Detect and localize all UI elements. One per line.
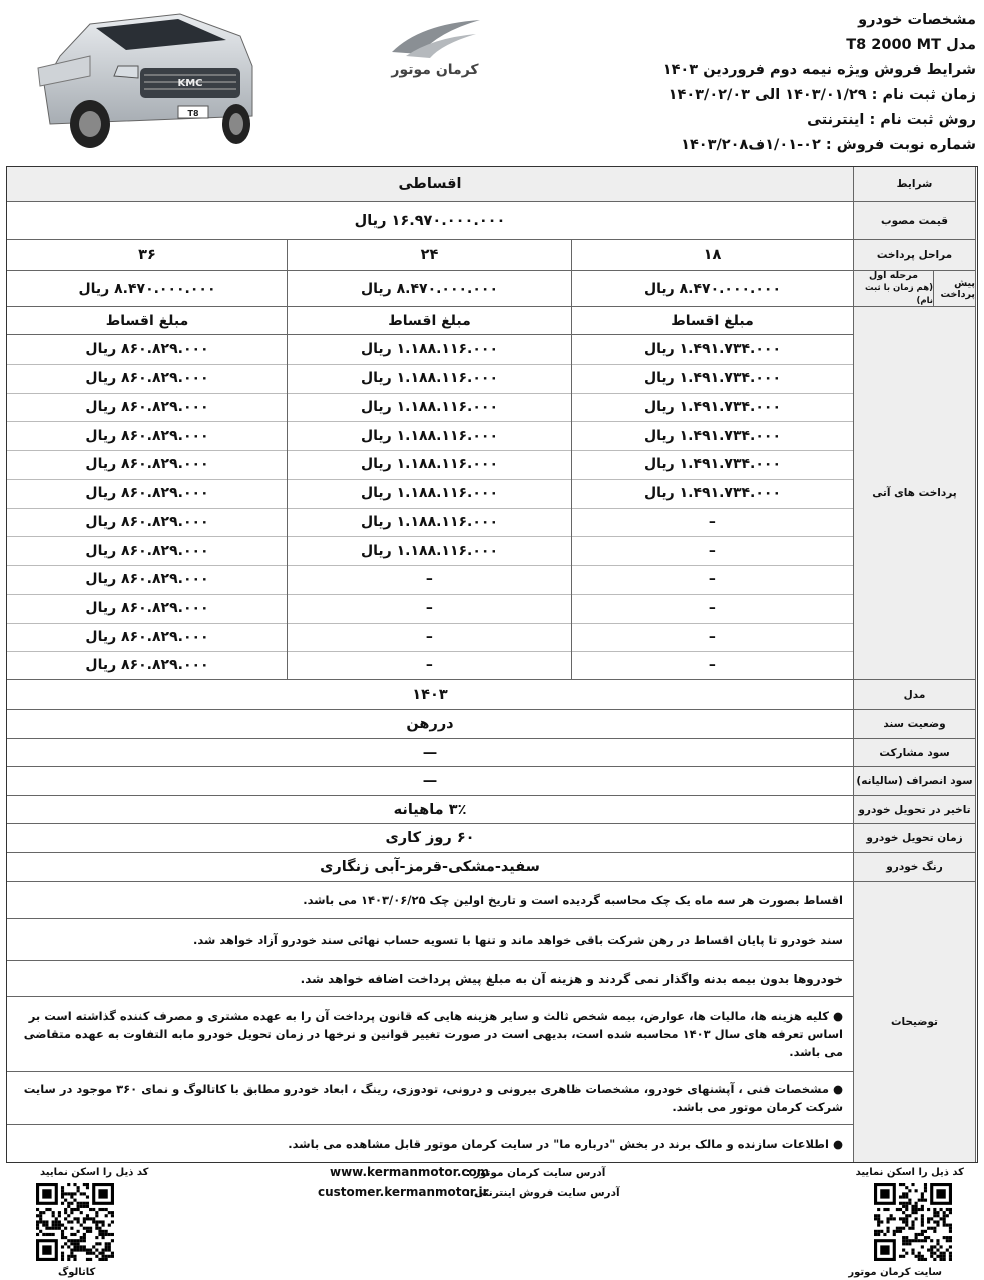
installment-cell: ۱.۱۸۸.۱۱۶.۰۰۰ ریال — [288, 536, 572, 565]
installment-cell: ۱.۴۹۱.۷۳۴.۰۰۰ ریال — [572, 450, 854, 479]
car-badge: KMC — [177, 78, 203, 89]
note-4: ● کلیه هزینه ها، مالیات ها، عوارض، بیمه شخص ثالث و سایر هزینه هایی که قانون پرداخت آن را به عهده مشتری و مصرف کننده گذاشته است بر اساس تعرفه های سال ۱۴۰۳ محاسبه شده است، بدیهی است در صورت تغییر قوانین و نرخها در زمان تحویل خودرو مابه التفاوت به عهده متقاضی می باشد. — [7, 997, 854, 1072]
installment-cell: ۱.۱۸۸.۱۱۶.۰۰۰ ریال — [288, 364, 572, 393]
label-model-year: مدل — [854, 680, 976, 710]
label-down-payment: پیش پرداخت — [934, 271, 976, 307]
value-model-year: ۱۴۰۳ — [7, 680, 854, 710]
header-info — [556, 8, 976, 158]
installment-cell: – — [288, 651, 572, 680]
header-model — [556, 33, 976, 58]
installment-cell: – — [572, 508, 854, 537]
installment-cell: – — [288, 623, 572, 652]
plan-24-months: ۲۴ — [288, 240, 572, 271]
first-stage-text: مرحله اول — [869, 270, 918, 281]
value-car-color: سفید-مشکی-قرمز-آبی زنگاری — [7, 853, 854, 882]
qr-left-caption: کاتالوگ — [58, 1267, 96, 1278]
plan-18-months: ۱۸ — [572, 240, 854, 271]
installment-cell: ۱.۱۸۸.۱۱۶.۰۰۰ ریال — [288, 479, 572, 508]
logo-text: کرمان موتور — [391, 62, 479, 78]
label-conditions: شرایط — [854, 167, 976, 202]
registration-method: روش ثبت نام : اینترنتی — [807, 112, 976, 128]
installment-cell: ۱.۱۸۸.۱۱۶.۰۰۰ ریال — [288, 421, 572, 450]
value-conditions: اقساطی — [7, 167, 854, 202]
car-plate: T8 — [187, 109, 199, 118]
installment-cell: ۸۶۰.۸۲۹.۰۰۰ ریال — [7, 594, 288, 623]
down-payment-36: ۸.۴۷۰.۰۰۰.۰۰۰ ریال — [7, 271, 288, 307]
label-approved-price: قیمت مصوب — [854, 202, 976, 240]
label-participation-profit: سود مشارکت — [854, 739, 976, 767]
installment-header-24: مبلغ اقساط — [288, 307, 572, 335]
installment-cell: – — [572, 565, 854, 594]
label-first-stage — [854, 271, 934, 307]
scan-instruction-left: کد ذیل را اسکن نمایید — [40, 1167, 149, 1178]
installment-header-36: مبلغ اقساط — [7, 307, 288, 335]
installment-cell: – — [572, 623, 854, 652]
value-delivery-time: ۶۰ روز کاری — [7, 824, 854, 853]
website-label: آدرس سایت کرمان موتور : — [466, 1167, 606, 1179]
qr-code-catalog-icon[interactable] — [36, 1183, 114, 1261]
label-cancellation-profit: سود انصراف (سالیانه) — [854, 767, 976, 796]
installment-cell: ۸۶۰.۸۲۹.۰۰۰ ریال — [7, 651, 288, 680]
installment-cell: ۱.۱۸۸.۱۱۶.۰۰۰ ریال — [288, 450, 572, 479]
installment-header-18: مبلغ اقساط — [572, 307, 854, 335]
pickup-truck-image — [30, 6, 270, 156]
sales-url[interactable]: customer.kermanmotor.ir — [318, 1185, 489, 1199]
installment-cell: ۱.۴۹۱.۷۳۴.۰۰۰ ریال — [572, 393, 854, 422]
page-footer — [0, 1163, 984, 1280]
installment-cell: – — [572, 594, 854, 623]
installment-cell: ۸۶۰.۸۲۹.۰۰۰ ریال — [7, 393, 288, 422]
value-cancellation-profit: — — [7, 767, 854, 796]
label-payment-stages: مراحل پرداخت — [854, 240, 976, 271]
installment-cell: ۸۶۰.۸۲۹.۰۰۰ ریال — [7, 364, 288, 393]
sale-conditions: شرایط فروش ویژه نیمه دوم فروردین ۱۴۰۳ — [662, 62, 976, 78]
note-2: سند خودرو تا پایان اقساط در رهن شرکت باقی خواهد ماند و تنها با تسویه حساب نهائی سند خودرو آزاد خواهد شد. — [7, 919, 854, 961]
plan-36-months: ۳۶ — [7, 240, 288, 271]
installment-cell: – — [572, 536, 854, 565]
installment-cell: ۸۶۰.۸۲۹.۰۰۰ ریال — [7, 479, 288, 508]
installment-cell: ۱.۱۸۸.۱۱۶.۰۰۰ ریال — [288, 393, 572, 422]
installment-cell: ۱.۴۹۱.۷۳۴.۰۰۰ ریال — [572, 479, 854, 508]
installment-cell: – — [572, 651, 854, 680]
value-participation-profit: — — [7, 739, 854, 767]
installment-cell: ۱.۴۹۱.۷۳۴.۰۰۰ ریال — [572, 364, 854, 393]
label-delivery-delay: تاخیر در تحویل خودرو — [854, 796, 976, 824]
note-6: ● اطلاعات سازنده و مالک برند در بخش "درباره ما" در سایت کرمان موتور قابل مشاهده می باشد. — [7, 1125, 854, 1162]
label-notes: توضیحات — [854, 882, 976, 1162]
installment-cell: ۸۶۰.۸۲۹.۰۰۰ ریال — [7, 536, 288, 565]
label-delivery-time: زمان تحویل خودرو — [854, 824, 976, 853]
page-header — [0, 0, 984, 166]
header-title: مشخصات خودرو — [858, 12, 976, 28]
label-document-status: وضعیت سند — [854, 710, 976, 739]
value-approved-price: ۱۶.۹۷۰.۰۰۰.۰۰۰ ریال — [7, 202, 854, 240]
installment-cell: ۸۶۰.۸۲۹.۰۰۰ ریال — [7, 421, 288, 450]
down-payment-24: ۸.۴۷۰.۰۰۰.۰۰۰ ریال — [288, 271, 572, 307]
installment-cell: ۸۶۰.۸۲۹.۰۰۰ ریال — [7, 335, 288, 364]
value-document-status: دررهن — [7, 710, 854, 739]
installment-cell: ۱.۴۹۱.۷۳۴.۰۰۰ ریال — [572, 335, 854, 364]
installment-cell: – — [288, 565, 572, 594]
registration-time: زمان ثبت نام : ۱۴۰۳/۰۱/۲۹ الی ۱۴۰۳/۰۲/۰۳ — [668, 87, 976, 103]
model-value: T8 2000 MT — [846, 37, 941, 53]
installment-cell: ۱.۱۸۸.۱۱۶.۰۰۰ ریال — [288, 335, 572, 364]
sales-label: آدرس سایت فروش اینترنتی : — [466, 1187, 620, 1199]
label-future-payments: پرداخت های آتی — [854, 307, 976, 680]
first-stage-subtext: (هم زمان با ثبت نام) — [865, 283, 933, 306]
installment-cell: ۱.۱۸۸.۱۱۶.۰۰۰ ریال — [288, 508, 572, 537]
installment-cell: ۸۶۰.۸۲۹.۰۰۰ ریال — [7, 565, 288, 594]
installment-cell: ۸۶۰.۸۲۹.۰۰۰ ریال — [7, 623, 288, 652]
sale-number: شماره نوبت فروش : ۰۲-۱/۰۱ف۱۴۰۳/۲۰۸ — [681, 137, 976, 153]
kerman-motor-logo — [380, 18, 490, 90]
installment-cell: ۸۶۰.۸۲۹.۰۰۰ ریال — [7, 508, 288, 537]
label-car-color: رنگ خودرو — [854, 853, 976, 882]
qr-code-website-icon[interactable] — [874, 1183, 952, 1261]
sales-conditions-table — [6, 166, 978, 1163]
website-url[interactable]: www.kermanmotor.com — [330, 1165, 490, 1179]
installment-cell: – — [288, 594, 572, 623]
logo-mark-icon — [380, 18, 490, 62]
installment-cell: ۱.۴۹۱.۷۳۴.۰۰۰ ریال — [572, 421, 854, 450]
value-delivery-delay: ۳٪ ماهیانه — [7, 796, 854, 824]
note-5: ● مشخصات فنی ، آپشنهای خودرو، مشخصات ظاهری بیرونی و درونی، تودوزی، رینگ ، ابعاد خودرو مطابق با کاتالوگ و نمای ۳۶۰ موجود در سایت شرکت کرمان موتور می باشد. — [7, 1072, 854, 1125]
down-payment-18: ۸.۴۷۰.۰۰۰.۰۰۰ ریال — [572, 271, 854, 307]
note-3: خودروها بدون بیمه بدنه واگذار نمی گردند و هزینه آن به مبلغ پیش پرداخت اضافه خواهد شد. — [7, 961, 854, 997]
note-1: اقساط بصورت هر سه ماه یک چک محاسبه گردیده است و تاریخ اولین چک ۱۴۰۳/۰۶/۲۵ می باشد. — [7, 882, 854, 919]
scan-instruction-right: کد ذیل را اسکن نمایید — [855, 1167, 964, 1178]
installment-cell: ۸۶۰.۸۲۹.۰۰۰ ریال — [7, 450, 288, 479]
qr-right-caption: سایت کرمان موتور — [848, 1267, 942, 1278]
model-label: مدل — [946, 37, 976, 53]
